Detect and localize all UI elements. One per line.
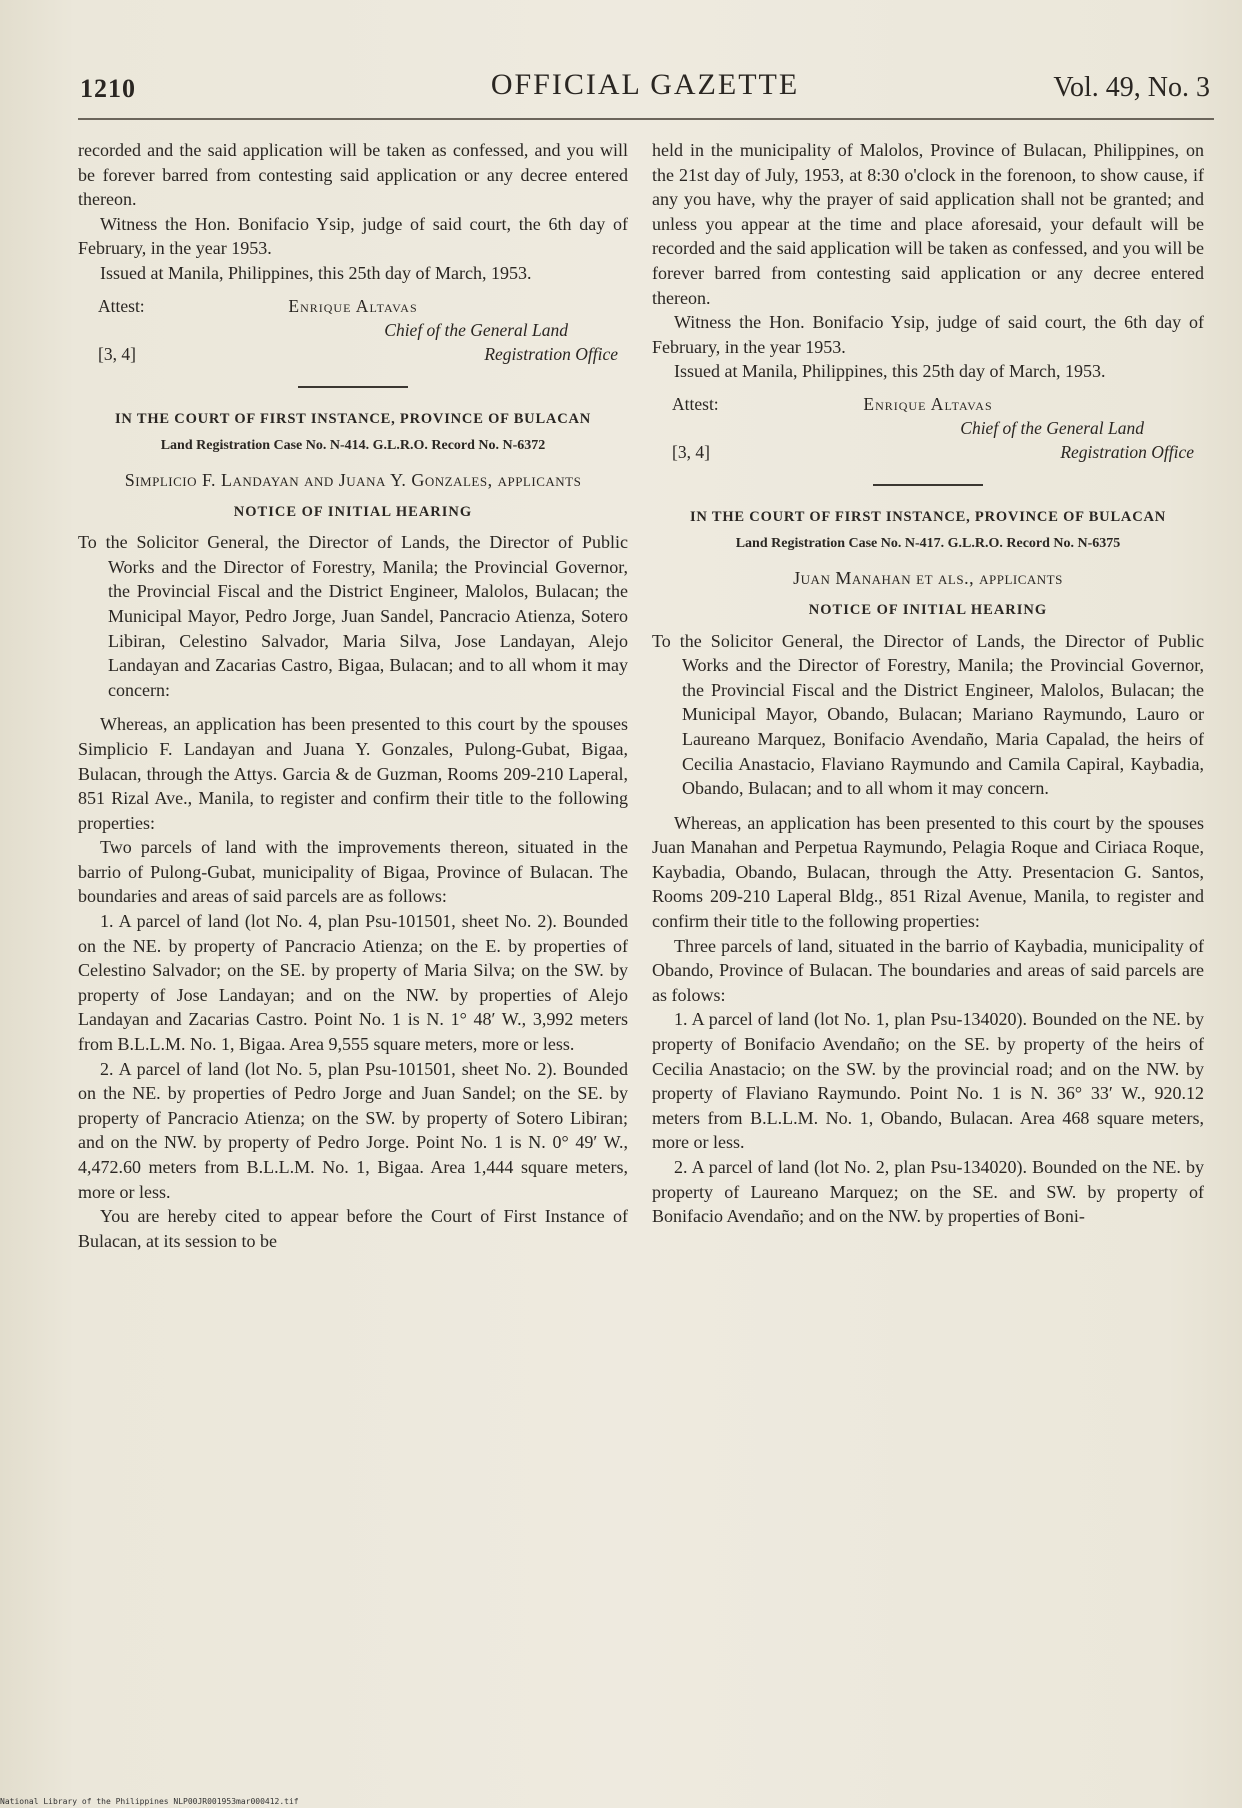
paragraph: Witness the Hon. Bonifacio Ysip, judge of said court, the 6th day of February, in the year 1953. — [78, 213, 628, 259]
attest-name: Enrique Altavas — [863, 393, 993, 414]
paragraph: Issued at Manila, Philippines, this 25th day of March, 1953. — [100, 262, 532, 283]
applicants: Simplicio F. Landayan and Juana Y. Gonzales, applicants — [124, 469, 582, 490]
publication-title: OFFICIAL GAZETTE — [490, 68, 800, 101]
page-header — [80, 68, 1210, 112]
attest-label: Attest: — [672, 393, 719, 414]
applicants: Juan Manahan et als., applicants — [793, 567, 1063, 588]
issue-reference: [3, 4] — [98, 343, 136, 364]
section-divider — [873, 484, 983, 486]
parcel-description: 2. A parcel of land (lot No. 2, plan Psu-134020). Bounded on the NE. by property of Laureano Marquez; on the SE. and SW. by property of Bonifacio Avendaño; and on the NW. by properties of Boni- — [652, 1157, 1204, 1227]
paragraph: Issued at Manila, Philippines, this 25th day of March, 1953. — [674, 361, 1106, 382]
paragraph: recorded and the said application will be taken as confessed, and you will be forever barred from contesting said application or any decree entered thereon. — [78, 140, 628, 210]
court-heading: IN THE COURT OF FIRST INSTANCE, PROVINCE OF BULACAN — [114, 410, 592, 427]
paragraph: Three parcels of land, situated in the barrio of Kaybadia, municipality of Obando, Province of Bulacan. The boundaries and areas of said parcels are as folows: — [652, 935, 1204, 1005]
page-number: 1210 — [80, 74, 136, 103]
paragraph: Whereas, an application has been presented to this court by the spouses Juan Manahan and Perpetua Raymundo, Pelagia Roque and Ciriaca Roque, Kaybadia, Obando, Bulacan, through the Atty. Presentacion G. Santos, Rooms 209-210 Laperal Bldg., 851 Rizal Avenue, Manila, to register and confirm their title to the following properties: — [652, 812, 1204, 932]
attest-title: Chief of the General Land — [384, 319, 568, 340]
attestation-block — [652, 392, 1204, 474]
court-heading: IN THE COURT OF FIRST INSTANCE, PROVINCE OF BULACAN — [689, 508, 1167, 525]
paragraph: You are hereby cited to appear before the Court of First Instance of Bulacan, at its session to be — [78, 1206, 628, 1251]
section-divider — [298, 386, 408, 388]
paragraph: Whereas, an application has been presented to this court by the spouses Simplicio F. Landayan and Juana Y. Gonzales, Pulong-Gubat, Bigaa, Bulacan, through the Attys. Garcia & de Guzman, Rooms 209-210 Laperal, 851 Rizal Ave., Manila, to register and confirm their title to the following properties: — [78, 714, 628, 833]
attest-label: Attest: — [98, 295, 145, 316]
addressees: To the Solicitor General, the Director of Lands, the Director of Public Works and the Director of Forestry, Manila; the Provincial Governor, the Provincial Fiscal and the District Engineer, Malolos, Bulacan; the Municipal Mayor, Obando, Bulacan; Mariano Raymundo, Lauro or Laureano Marquez, Bonifacio Avendaño, Maria Capalad, the heirs of Cecilia Anastacio, Flaviano Raymundo and Camila Capiral, Kaybadia, Obando, Bulacan; and to all whom it may concern. — [652, 630, 1204, 799]
parcel-description: 2. A parcel of land (lot No. 5, plan Psu-101501, sheet No. 2). Bounded on the NE. by properties of Pedro Jorge and Juan Sandel; on the SE. by property of Pancracio Atienza; on the SW. by property of Sotero Libiran; and on the NW. by property of Pedro Jorge. Point No. 1 is N. 0° 49′ W., 4,472.60 meters from B.L.L.M. No. 1, Bigaa. Area 1,444 square meters, more or less. — [78, 1058, 628, 1202]
left-column — [78, 138, 628, 1253]
attest-office: Registration Office — [1060, 441, 1194, 462]
right-column — [652, 138, 1204, 1229]
case-number: Land Registration Case No. N-414. G.L.R.O. Record No. N-6372 — [160, 437, 546, 453]
paragraph: held in the municipality of Malolos, Province of Bulacan, Philippines, on the 21st day of July, 1953, at 8:30 o'clock in the forenoon, to show cause, if any you have, why the prayer of said application shall not be granted; and unless you appear at the time and place aforesaid, your default will be recorded and the said application will be taken as confessed, and you will be forever barred from contesting said application or any decree entered thereon. — [652, 140, 1204, 308]
parcel-description: 1. A parcel of land (lot No. 4, plan Psu-101501, sheet No. 2). Bounded on the NE. by property of Pancracio Atienza; on the E. by properties of Celestino Salvador; on the SE. by property of Maria Silva; on the SW. by property of Jose Landayan; and on the NW. by properties of Alejo Landayan and Zacarias Castro. Point No. 1 is N. 1° 48′ W., 3,992 meters from B.L.L.M. No. 1, Bigaa. Area 9,555 square meters, more or less. — [78, 911, 628, 1055]
parcel-description: 1. A parcel of land (lot No. 1, plan Psu-134020). Bounded on the NE. by property of Bonifacio Avendaño; on the SE. by property of the heirs of Cecilia Anastacio; on the SW. by the provincial road; and on the NW. by property of Flaviano Raymundo. Point No. 1 is N. 36° 33′ W., 920.12 meters from B.L.L.M. No. 1, Obando, Bulacan. Area 468 square meters, more or less. — [652, 1009, 1204, 1153]
scan-footer: National Library of the Philippines NLP00JR001953mar000412.tif — [0, 1797, 299, 1806]
paragraph: Two parcels of land with the improvements thereon, situated in the barrio of Pulong-Gubat, municipality of Bigaa, Province of Bulacan. The boundaries and areas of said parcels are as follows: — [78, 837, 628, 907]
notice-heading: NOTICE OF INITIAL HEARING — [808, 601, 1048, 618]
addressees: To the Solicitor General, the Director of Lands, the Director of Public Works and the Director of Forestry, Manila; the Provincial Governor, the Provincial Fiscal and the District Engineer, Malolos, Bulacan; the Municipal Mayor, Pedro Jorge, Juan Sandel, Pancracio Atienza, Sotero Libiran, Celestino Salvador, Maria Silva, Jose Landayan, Alejo Landayan and Zacarias Castro, Bigaa, Bulacan; and to all whom it may concern: — [78, 532, 628, 700]
paragraph: Witness the Hon. Bonifacio Ysip, judge of said court, the 6th day of February, in the year 1953. — [652, 312, 1204, 357]
attest-title: Chief of the General Land — [960, 417, 1144, 438]
notice-heading: NOTICE OF INITIAL HEARING — [233, 503, 473, 520]
attest-office: Registration Office — [484, 343, 618, 364]
attestation-block — [78, 294, 628, 376]
issue-reference: [3, 4] — [672, 441, 710, 462]
attest-name: Enrique Altavas — [288, 295, 418, 316]
header-rule — [78, 118, 1214, 120]
volume-number: Vol. 49, No. 3 — [1053, 72, 1210, 103]
case-number: Land Registration Case No. N-417. G.L.R.O. Record No. N-6375 — [735, 535, 1121, 551]
